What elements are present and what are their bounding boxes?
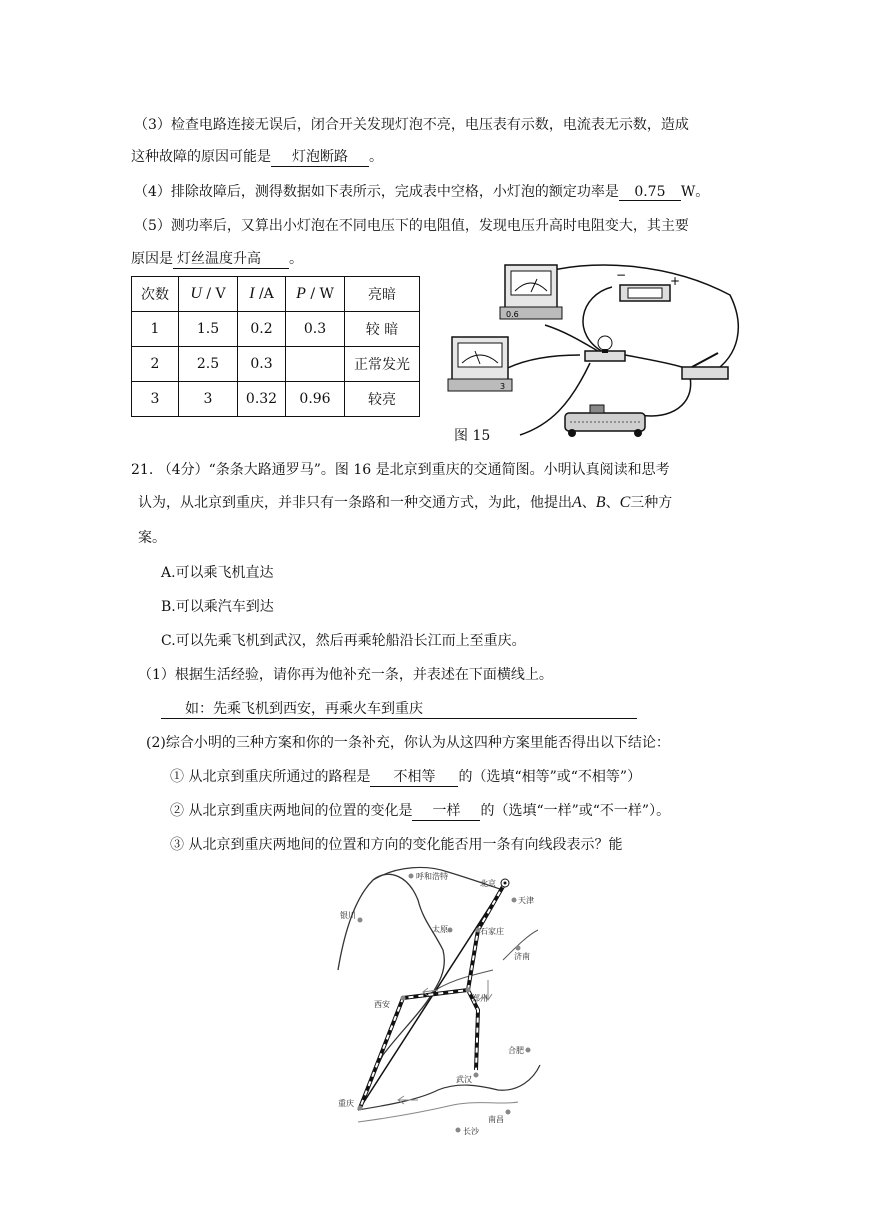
q20-part3-line2	[131, 146, 383, 167]
map-label-wuhan: 武汉	[456, 1075, 472, 1084]
map-label-changsha: 长沙	[463, 1127, 479, 1136]
transport-map	[328, 860, 548, 1140]
table-row	[132, 347, 420, 382]
table-cell: 1.5	[179, 312, 238, 347]
table-cell: 1	[132, 312, 179, 347]
q21-intro-line2: 认为，从北京到重庆，并非只有一条路和一种交通方式，为此，他提出A、B、C三种方	[138, 494, 673, 511]
q20-part5-prefix: 原因是	[131, 251, 173, 267]
plan-a-label: A	[572, 494, 582, 511]
plan-c-label: C	[619, 494, 631, 511]
table-row	[132, 382, 420, 417]
table-cell: 较亮	[345, 382, 420, 417]
measurement-table	[131, 276, 420, 417]
q21-sub1-answer	[161, 698, 637, 719]
plan-b-label: B	[595, 494, 606, 511]
ammeter-icon	[500, 265, 562, 319]
table-row	[132, 312, 420, 347]
map-label-shijiazhuang: 石家庄	[480, 927, 504, 936]
figure-15-caption: 图 15	[454, 428, 491, 444]
table-header-row	[132, 277, 420, 312]
q20-part5-line1: （5）测功率后，又算出小灯泡在不同电压下的电阻值，发现电压升高时电阻变大，其主要	[134, 218, 689, 234]
header-current: I /A	[238, 277, 286, 312]
table-cell: 较 暗	[345, 312, 420, 347]
table-cell: 0.3	[286, 312, 345, 347]
header-count: 次数	[132, 277, 179, 312]
map-label-taiyuan: 太原	[432, 925, 448, 934]
circuit-figure	[440, 255, 740, 445]
table-cell: 正常发光	[345, 347, 420, 382]
option-a: A.可以乘飞机直达	[161, 565, 274, 581]
q21-intro-text: 认为，从北京到重庆，并非只有一条路和一种交通方式，为此，他提出	[138, 495, 572, 511]
voltmeter-icon	[448, 337, 512, 391]
table-cell: 3	[179, 382, 238, 417]
map-label-nanchang: 南昌	[488, 1115, 504, 1124]
table-cell: 0.32	[238, 382, 286, 417]
header-voltage: U / V	[179, 277, 238, 312]
ammeter-range-label: 0.6	[506, 310, 519, 319]
map-label-yinchuan: 银川	[340, 911, 356, 920]
map-label-hefei: 合肥	[508, 1046, 524, 1055]
conclusion-3: ③ 从北京到重庆两地间的位置和方向的变化能否用一条有向线段表示？能	[170, 837, 623, 853]
map-label-hohhot: 呼和浩特	[416, 872, 448, 881]
option-b: B.可以乘汽车到达	[161, 599, 274, 615]
header-power: P / W	[286, 277, 345, 312]
battery-plus-label: +	[670, 274, 681, 288]
sub1-answer-line: 如：先乘飞机到西安，再乘火车到重庆	[161, 698, 637, 719]
header-brightness: 亮暗	[345, 277, 420, 312]
battery-minus-label: −	[616, 268, 627, 282]
conclusion-1-answer: 不相等	[370, 766, 458, 787]
voltmeter-range-label: 3	[500, 382, 506, 391]
q21-sub1: （1）根据生活经验，请你再为他补充一条，并表述在下面横线上。	[138, 667, 553, 683]
conclusion-1: ① 从北京到重庆所通过的路程是 不相等 的（选填“相等”或“不相等”）	[170, 766, 641, 787]
table-cell-blank	[286, 347, 345, 382]
table-cell: 0.3	[238, 347, 286, 382]
q20-part5-end: 。	[289, 251, 303, 267]
q21-sub2: (2)综合小明的三种方案和你的一条补充，你认为从这四种方案里能否得出以下结论：	[146, 735, 670, 751]
q21-intro-line3: 案。	[138, 530, 166, 546]
q20-part3-prefix: 这种故障的原因可能是	[131, 149, 271, 165]
table-cell: 0.96	[286, 382, 345, 417]
table-cell: 2	[132, 347, 179, 382]
map-label-zhengzhou: 郑州	[472, 994, 488, 1003]
conclusion-2-answer: 一样	[412, 800, 480, 821]
q21-intro-line1: 21. （4分）“条条大路通罗马”。图 16 是北京到重庆的交通简图。小明认真阅读和思考	[131, 462, 670, 478]
table-cell: 2.5	[179, 347, 238, 382]
table-cell: 0.2	[238, 312, 286, 347]
map-label-xian: 西安	[374, 1000, 390, 1009]
map-label-jinan: 济南	[514, 952, 530, 961]
option-c: C.可以先乘飞机到武汉，然后再乘轮船沿长江而上至重庆。	[161, 633, 526, 649]
q20-part4-unit: W。	[680, 184, 710, 200]
rheostat-icon	[565, 405, 645, 437]
q20-part3-line1: （3）检查电路连接无误后，闭合开关发现灯泡不亮，电压表有示数，电流表无示数，造成	[134, 117, 689, 133]
lamp-icon	[585, 336, 625, 361]
map-label-chongqing: 重庆	[338, 1099, 354, 1108]
table-cell: 3	[132, 382, 179, 417]
map-label-tianjin: 天津	[518, 896, 534, 905]
conclusion-2: ② 从北京到重庆两地间的位置的变化是 一样 的（选填“一样”或“不一样”）。	[170, 800, 670, 821]
map-label-beijing: 北京	[480, 879, 496, 888]
q20-part3-end: 。	[369, 149, 383, 165]
q20-part5-line2	[131, 248, 303, 269]
q20-part3-answer: 灯泡断路	[271, 146, 369, 167]
q20-part4	[134, 181, 709, 201]
q20-part4-text: （4）排除故障后，测得数据如下表所示，完成表中空格，小灯泡的额定功率是	[134, 184, 619, 200]
q20-part5-answer: 灯丝温度升高	[173, 248, 289, 269]
q20-part4-answer: 0.75	[619, 184, 681, 201]
